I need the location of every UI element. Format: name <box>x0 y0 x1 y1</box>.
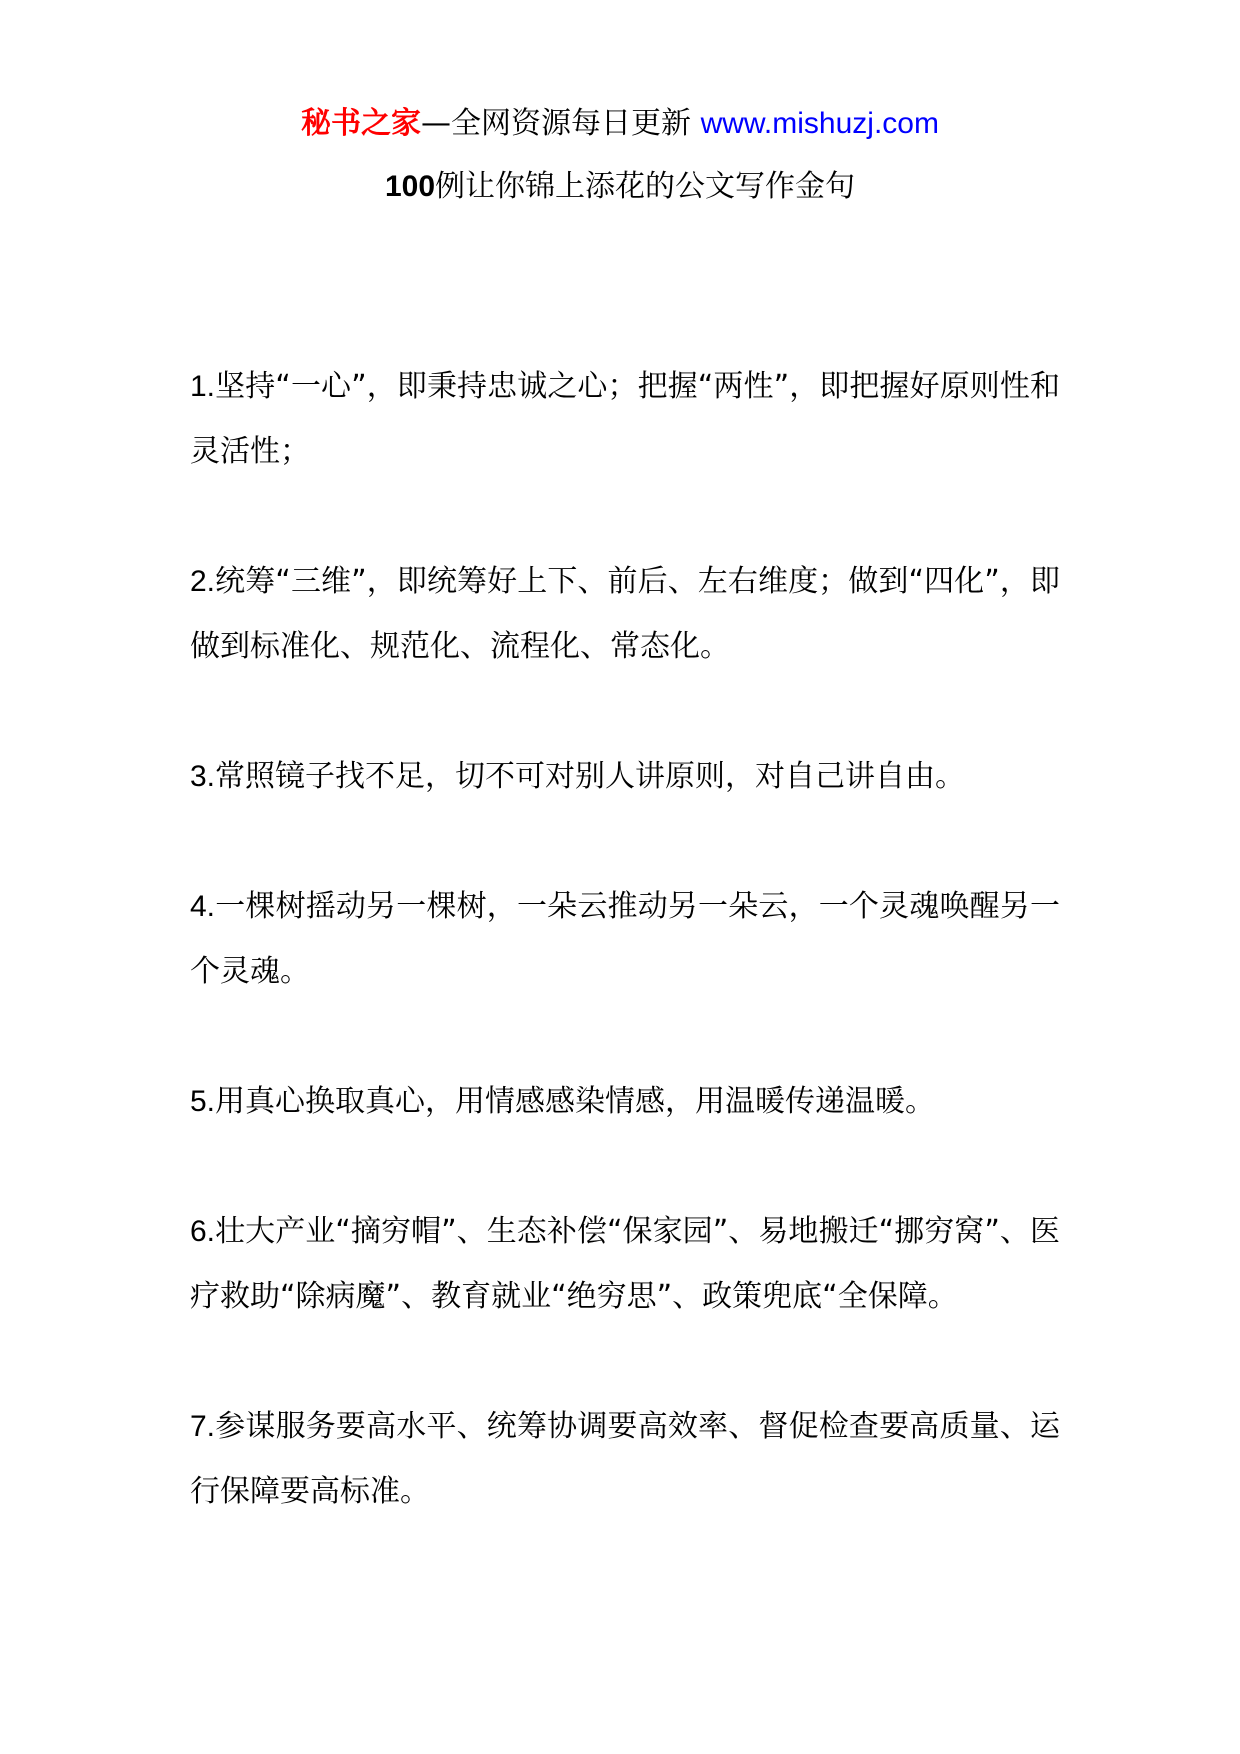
list-item-text: 一棵树摇动另一棵树，一朵云推动另一朵云，一个灵魂唤醒另一个灵魂。 <box>190 889 1060 989</box>
list-item-index: 1. <box>190 370 216 403</box>
site-header <box>0 102 1240 146</box>
list-item <box>190 549 1060 679</box>
document-title-number: 100 <box>384 170 436 203</box>
list-item-index: 7. <box>190 1410 216 1443</box>
list-item-text: 坚持“一心”，即秉持忠诚之心；把握“两性”，即把握好原则性和灵活性； <box>190 369 1060 469</box>
list-item <box>190 744 1060 809</box>
list-item-text: 参谋服务要高水平、统筹协调要高效率、督促检查要高质量、运行保障要高标准。 <box>190 1409 1060 1509</box>
document-title-text: 例让你锦上添花的公文写作金句 <box>435 169 856 204</box>
list-item <box>190 1199 1060 1329</box>
document-title <box>0 165 1240 209</box>
list-item <box>190 1394 1060 1524</box>
list-item-text: 常照镜子找不足，切不可对别人讲原则，对自己讲自由。 <box>215 759 966 794</box>
site-tagline: —全网资源每日更新 <box>421 106 692 141</box>
list-item-index: 3. <box>190 760 216 793</box>
list-item <box>190 354 1060 484</box>
list-item-index: 6. <box>190 1215 216 1248</box>
site-brand: 秘书之家 <box>301 106 422 141</box>
list-item-index: 2. <box>190 565 216 598</box>
site-url-link[interactable]: www.mishuzj.com <box>700 107 939 140</box>
list-item-text: 壮大产业“摘穷帽”、生态补偿“保家园”、易地搬迁“挪穷窝”、医疗救助“除病魔”、教育就业“绝穷思”、政策兜底“全保障。 <box>190 1214 1060 1314</box>
quote-list <box>190 354 1060 1589</box>
list-item <box>190 874 1060 1004</box>
list-item <box>190 1069 1060 1134</box>
list-item-index: 4. <box>190 890 216 923</box>
list-item-index: 5. <box>190 1085 216 1118</box>
list-item-text: 统筹“三维”，即统筹好上下、前后、左右维度；做到“四化”，即做到标准化、规范化、流程化、常态化。 <box>190 564 1060 664</box>
list-item-text: 用真心换取真心，用情感感染情感，用温暖传递温暖。 <box>215 1084 936 1119</box>
